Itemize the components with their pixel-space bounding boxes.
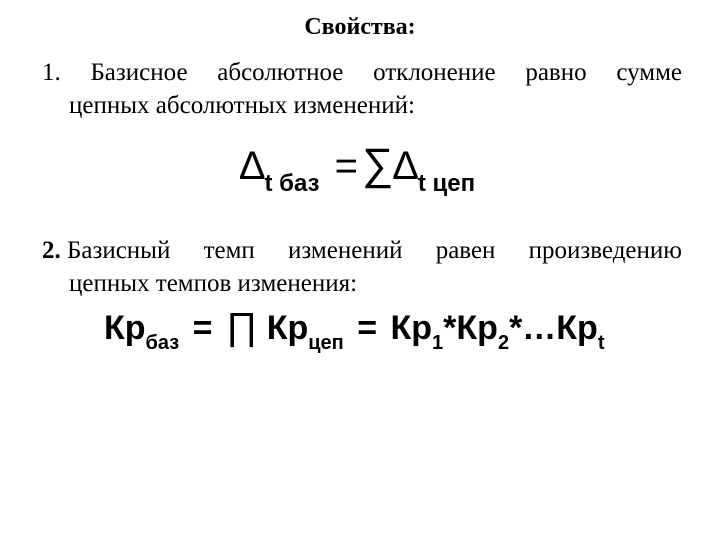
kr-symbol: Кр [556,309,598,347]
sum-symbol: ∑ [362,140,394,189]
formula-delta [240,140,476,197]
property-2-word: Базисный [67,237,171,264]
delta-symbol: ∆ [393,144,418,188]
equals-sign: = [334,144,359,188]
property-1-word: абсолютное [217,59,344,86]
subscript-cep: цеп [308,332,344,354]
kr-symbol: Кр [456,309,498,347]
property-1-line-1 [42,56,682,89]
subscript-t-baz: t баз [264,170,320,197]
property-1-word: отклонение [373,59,496,86]
property-2 [42,234,682,300]
property-2-line-1 [42,234,682,267]
subscript-baz: баз [145,332,180,354]
subscript-t-cep: t цеп [417,170,476,197]
property-2-line-2: цепных темпов изменения: [69,270,358,297]
property-1-word: Базисное [90,59,188,86]
kr-symbol: Кр [390,309,433,347]
kr-symbol: Кр [104,309,146,347]
property-1 [42,56,682,122]
property-2-word: изменений [288,237,403,264]
subscript-t: t [597,332,605,354]
kr-symbol: Кр [266,309,309,347]
property-2-word: темп [203,237,255,264]
property-2-word: равен [435,237,496,264]
delta-symbol: ∆ [240,144,265,188]
product-symbol: ∏ [225,306,258,348]
property-1-word: сумме [616,59,682,86]
subscript-1: 1 [432,332,444,354]
property-2-word: произведению [528,237,682,264]
property-1-word: 1. [42,59,61,86]
equals-sign: = [357,309,378,347]
property-2-number: 2. [42,237,61,264]
multiply-sign: * [443,309,457,347]
property-1-word: равно [525,59,587,86]
subscript-2: 2 [497,332,510,354]
multiply-ellipsis: *… [509,309,557,347]
page-title: Свойства: [304,14,416,40]
property-1-line-2: цепных абсолютных изменений: [69,92,415,119]
formula-growth-rate [104,306,605,354]
equals-sign: = [192,309,213,347]
